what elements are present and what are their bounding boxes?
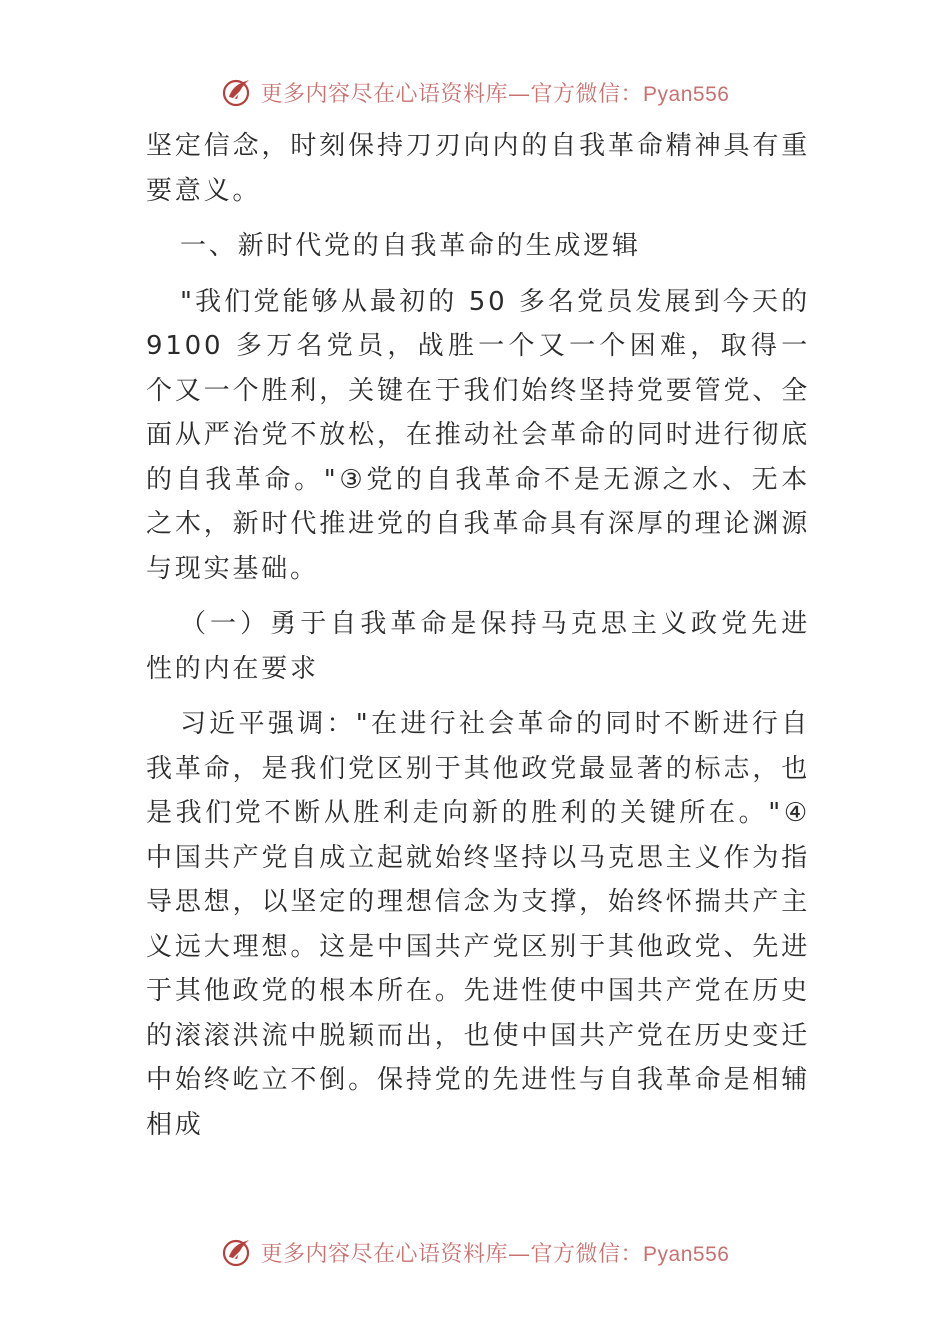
- watermark-text: 更多内容尽在心语资料库—官方微信：: [260, 1241, 644, 1267]
- document-body: [146, 124, 810, 1147]
- paragraph: "我们党能够从最初的 50 多名党员发展到今天的 9100 多万名党员，战胜一个又一个困难，取得一个又一个胜利，关键在于我们始终坚持党要管党、全面从严治党不放松，在推动社会革命的同时进行彻底的自我革命。"③党的自我革命不是无源之水、无本之木，新时代推进党的自我革命具有深厚的理论渊源与现实基础。: [146, 286, 810, 584]
- logo-icon: [221, 75, 255, 109]
- paragraph: 习近平强调："在进行社会革命的同时不断进行自我革命，是我们党区别于其他政党最显著的标志，也是我们党不断从胜利走向新的胜利的关键所在。"④ 中国共产党自成立起就始终坚持以马克思主义作为指导思想，以坚定的理想信念为支撑，始终怀揣共产主义远大理想。这是中国共产党区别于其他政党、先进于其他政党的根本所在。先进性使中国共产党在历史的滚滚洪流中脱颖而出，也使中国共产党在历史变迁中始终屹立不倒。保持党的先进性与自我革命是相辅相成: [146, 709, 810, 1140]
- watermark-text: 更多内容尽在心语资料库—官方微信：: [260, 81, 644, 107]
- logo-icon: [221, 1235, 255, 1269]
- subsection-heading: （一）勇于自我革命是保持马克思主义政党先进性的内在要求: [146, 609, 810, 684]
- paragraph: 坚定信念，时刻保持刀刃向内的自我革命精神具有重要意义。: [146, 131, 810, 206]
- watermark-id: Pyan556: [643, 82, 730, 106]
- watermark-footer: [0, 1232, 950, 1272]
- watermark-header: [0, 72, 950, 112]
- watermark-id: Pyan556: [643, 1242, 730, 1266]
- section-heading: 一、新时代党的自我革命的生成逻辑: [180, 231, 641, 261]
